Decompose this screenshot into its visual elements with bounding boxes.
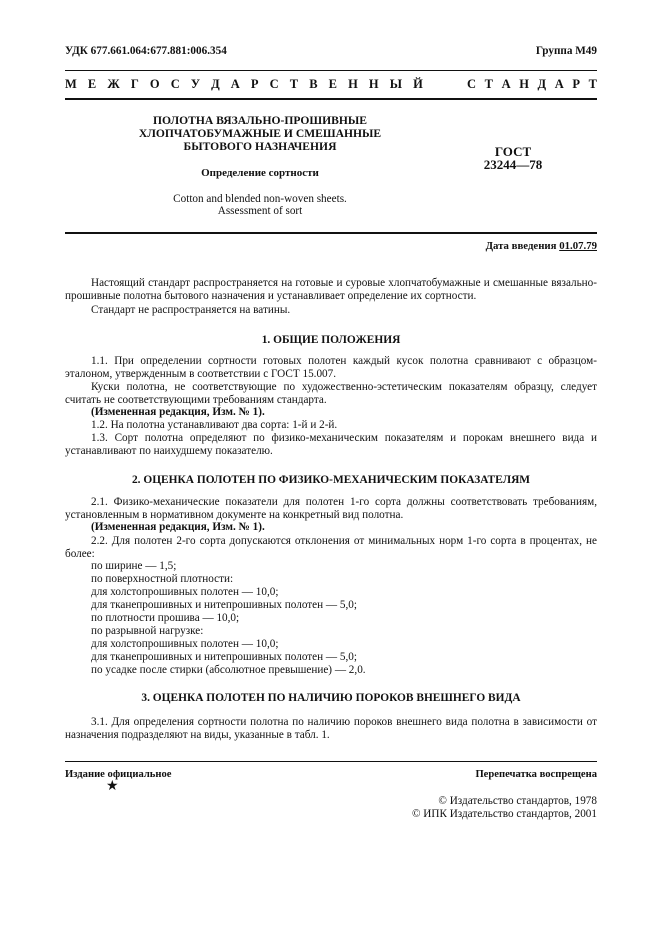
effective-date: [486, 240, 597, 253]
reprint-notice: Перепечатка воспрещена: [475, 769, 597, 780]
section-3-heading: 3. ОЦЕНКА ПОЛОТЕН ПО НАЛИЧИЮ ПОРОКОВ ВНЕШНЕГО ВИДА: [141, 692, 521, 704]
paragraph-3-1: 3.1. Для определения сортности полотна по наличию пороков внешнего вида полотна в зависимости от назначения подразделяют на виды, указанные в табл. 1.: [65, 716, 597, 741]
effective-date-value: 01.07.79: [559, 240, 597, 252]
group-code: Группа М49: [535, 45, 597, 57]
section-2-heading: 2. ОЦЕНКА ПОЛОТЕН ПО ФИЗИКО-МЕХАНИЧЕСКИМ ПОКАЗАТЕЛЯМ: [131, 474, 531, 486]
paragraph-1-3: 1.3. Сорт полотна определяют по физико-механическим показателям и порокам внешнего вида и устанавливают по наихудшему показателю.: [65, 432, 597, 457]
star-icon: ★: [106, 779, 119, 794]
paragraph-1-2: 1.2. На полотна устанавливают два сорта: 1-й и 2-й.: [91, 419, 338, 431]
list-item: по ширине — 1,5;: [91, 560, 177, 572]
paragraph-2-1: 2.1. Физико-механические показатели для полотен 1-го сорта должны соответствовать требованиям, установленным в нормативном документе на конкретный вид полотна.: [65, 496, 597, 521]
list-item: по плотности прошива — 10,0;: [91, 612, 240, 624]
intro-paragraph-1: Настоящий стандарт распространяется на готовые и суровые хлопчатобумажные и смешанные вязально-прошивные полотна бытового назначения и устанавливает определение их сортности.: [65, 277, 597, 302]
paragraph-1-1: 1.1. При определении сортности готовых полотен каждый кусок полотна сравнивают с образцом-эталоном, утвержденным в соответствии с ГОСТ 15.007.: [65, 355, 597, 380]
title-rule: [65, 232, 597, 234]
banner-word-standard: С Т А Н Д А Р Т: [467, 77, 597, 91]
list-item: по поверхностной плотности:: [91, 573, 234, 585]
english-title-1: Cotton and blended non-woven sheets.: [173, 193, 347, 205]
gost-label: ГОСТ: [494, 144, 532, 159]
revision-note-1: (Измененная редакция, Изм. № 1).: [91, 406, 265, 418]
list-item: по усадке после стирки (абсолютное превышение) — 2,0.: [91, 664, 366, 676]
list-item: для холстопрошивных полотен — 10,0;: [91, 638, 279, 650]
title-subtitle: Определение сортности: [201, 167, 319, 179]
title-line-2: ХЛОПЧАТОБУМАЖНЫЕ И СМЕШАННЫЕ: [138, 127, 382, 140]
copyright-2001: © ИПК Издательство стандартов, 2001: [411, 808, 597, 820]
gost-number: 23244—78: [483, 157, 543, 172]
revision-note-2: (Измененная редакция, Изм. № 1).: [91, 521, 265, 533]
footer-rule: [65, 761, 597, 762]
banner-rule: [65, 98, 597, 100]
paragraph-2-2: 2.2. Для полотен 2-го сорта допускаются отклонения от минимальных норм 1-го сорта в процентах, не более:: [65, 535, 597, 560]
list-item: для холстопрошивных полотен — 10,0;: [91, 586, 279, 598]
copyright-1978: © Издательство стандартов, 1978: [438, 795, 597, 807]
title-line-3: БЫТОВОГО НАЗНАЧЕНИЯ: [183, 140, 337, 153]
top-rule: [65, 70, 597, 71]
effective-date-label: Дата введения: [485, 240, 557, 252]
title-line-1: ПОЛОТНА ВЯЗАЛЬНО-ПРОШИВНЫЕ: [152, 114, 368, 127]
english-title-2: Assessment of sort: [217, 205, 303, 217]
list-item: для тканепрошивных и нитепрошивных полотен — 5,0;: [91, 599, 357, 611]
list-item: по разрывной нагрузке:: [91, 625, 204, 637]
intro-paragraph-2: Стандарт не распространяется на ватины.: [91, 304, 291, 316]
official-edition: Издание официальное: [65, 769, 172, 780]
section-1-heading: 1. ОБЩИЕ ПОЛОЖЕНИЯ: [261, 334, 401, 346]
udk-code: УДК 677.661.064:677.881:006.354: [65, 45, 227, 57]
standard-banner: [65, 78, 597, 91]
paragraph-1-1b: Куски полотна, не соответствующие по художественно-эстетическим показателям образцу, следует считать не соответствующими требованиям стандарта.: [65, 381, 597, 406]
list-item: для тканепрошивных и нитепрошивных полотен — 5,0;: [91, 651, 357, 663]
banner-word-interstate: М Е Ж Г О С У Д А Р С Т В Е Н Н Ы Й: [65, 77, 423, 91]
